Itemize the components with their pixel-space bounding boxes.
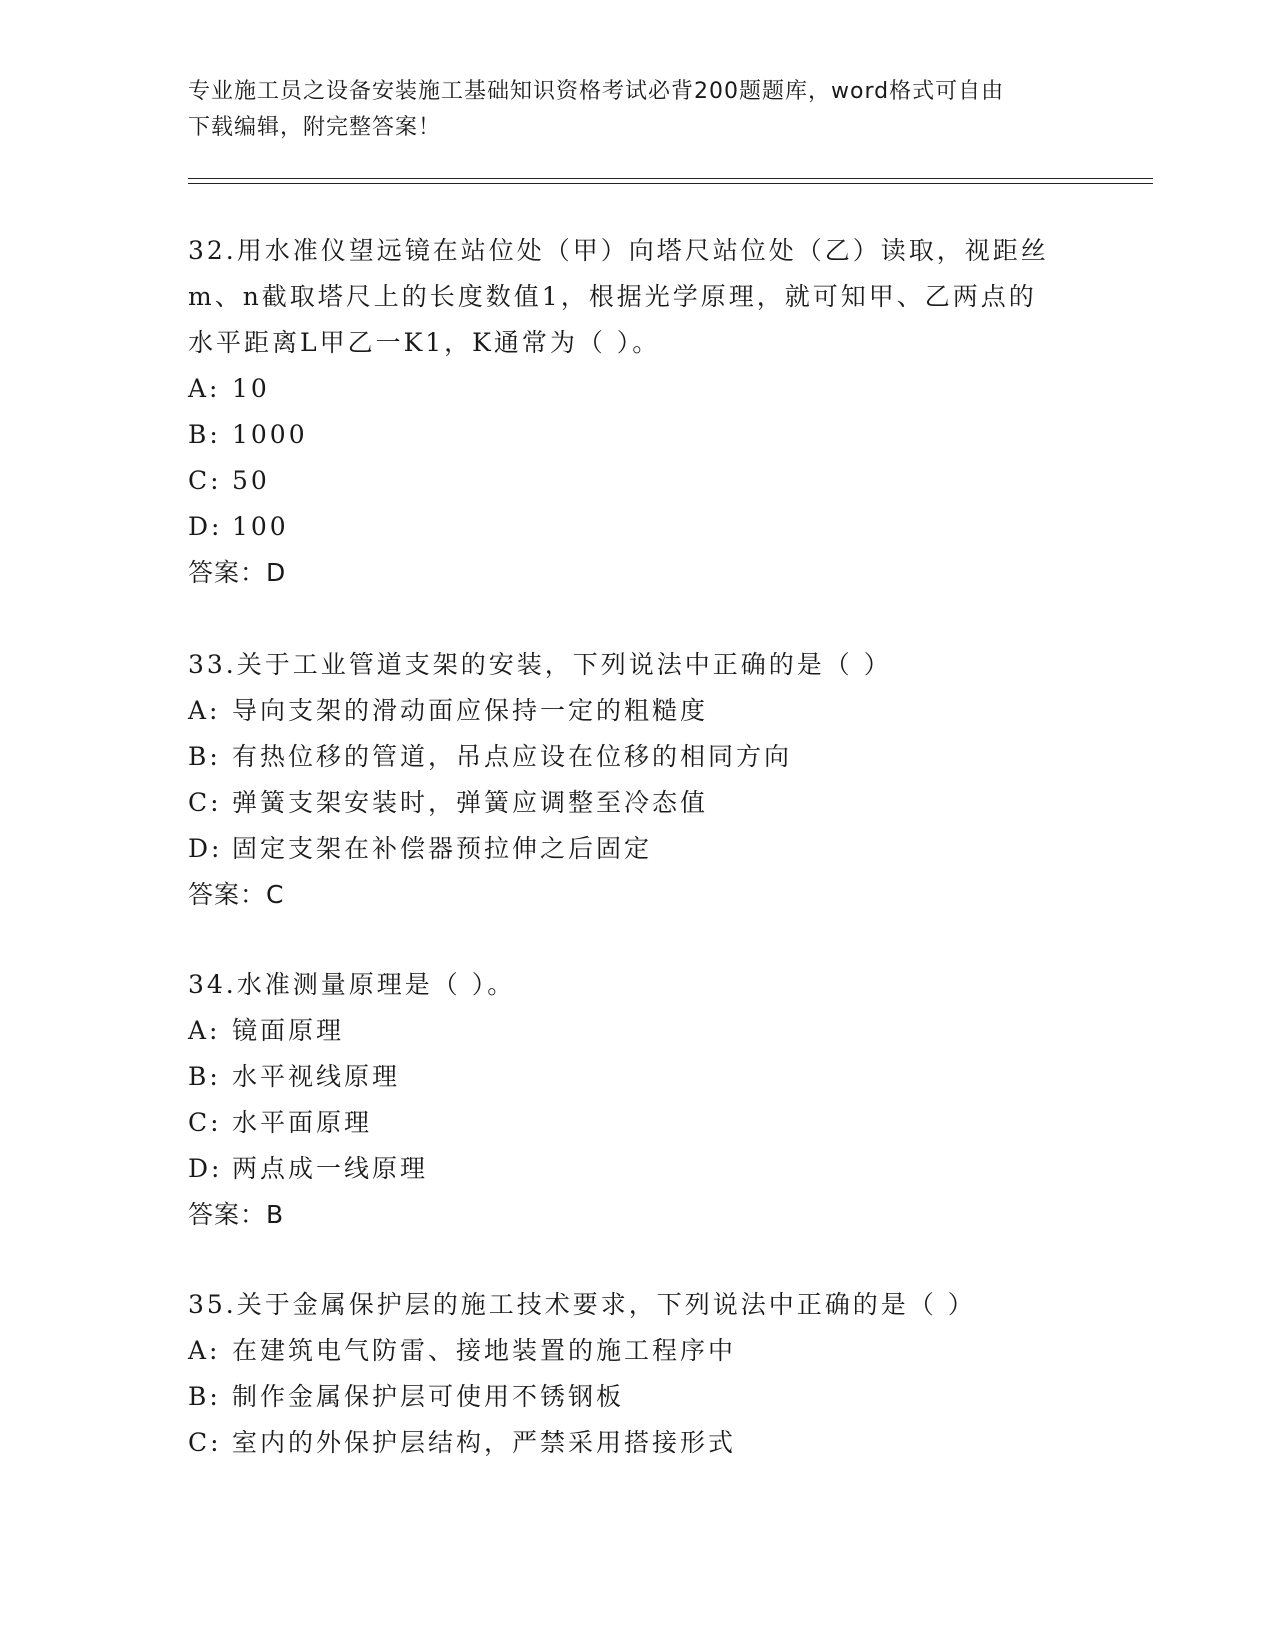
option-text: 1000 bbox=[232, 420, 308, 449]
option-key: C: bbox=[188, 466, 222, 495]
option-b bbox=[188, 1374, 1088, 1420]
option-text: 固定支架在补偿器预拉伸之后固定 bbox=[232, 834, 653, 863]
option-a bbox=[188, 366, 1088, 412]
option-d bbox=[188, 504, 1088, 550]
question-text-line: m、n截取塔尺上的长度数值1，根据光学原理，就可知甲、乙两点的 bbox=[188, 282, 1037, 311]
question-33 bbox=[188, 642, 1088, 918]
option-c bbox=[188, 1420, 1088, 1466]
option-key: B: bbox=[188, 1382, 221, 1411]
header-divider-top bbox=[188, 178, 1153, 179]
header-divider-bottom bbox=[188, 183, 1153, 184]
option-key: C: bbox=[188, 1428, 222, 1457]
answer-line: 答案：D bbox=[188, 558, 287, 587]
option-b bbox=[188, 1054, 1088, 1100]
question-32 bbox=[188, 228, 1088, 596]
option-a bbox=[188, 1008, 1088, 1054]
option-key: A: bbox=[188, 374, 221, 403]
option-key: A: bbox=[188, 1016, 221, 1045]
option-text: 两点成一线原理 bbox=[232, 1154, 429, 1183]
option-key: B: bbox=[188, 1062, 221, 1091]
option-key: D: bbox=[188, 1154, 223, 1183]
option-text: 镜面原理 bbox=[232, 1016, 345, 1045]
option-text: 在建筑电气防雷、接地装置的施工程序中 bbox=[232, 1336, 737, 1365]
option-key: D: bbox=[188, 834, 223, 863]
question-text-line: 34.水准测量原理是（ ）。 bbox=[188, 970, 516, 999]
question-text-line: 32.用水准仪望远镜在站位处（甲）向塔尺站位处（乙）读取，视距丝 bbox=[188, 236, 1049, 265]
option-b bbox=[188, 412, 1088, 458]
option-text: 100 bbox=[232, 512, 289, 541]
question-text-line: 35.关于金属保护层的施工技术要求，下列说法中正确的是（ ） bbox=[188, 1290, 976, 1319]
option-key: B: bbox=[188, 742, 221, 771]
option-a bbox=[188, 1328, 1088, 1374]
question-34 bbox=[188, 962, 1088, 1238]
option-key: B: bbox=[188, 420, 221, 449]
option-text: 弹簧支架安装时，弹簧应调整至冷态值 bbox=[232, 788, 709, 817]
option-a bbox=[188, 688, 1088, 734]
option-c bbox=[188, 458, 1088, 504]
document-header bbox=[188, 74, 1068, 146]
option-text: 10 bbox=[232, 374, 270, 403]
option-text: 50 bbox=[232, 466, 270, 495]
option-text: 水平视线原理 bbox=[232, 1062, 401, 1091]
option-key: C: bbox=[188, 788, 222, 817]
option-c bbox=[188, 780, 1088, 826]
option-d bbox=[188, 826, 1088, 872]
header-line-2: 下载编辑，附完整答案！ bbox=[188, 115, 442, 140]
option-key: A: bbox=[188, 696, 221, 725]
question-text-line: 33.关于工业管道支架的安装，下列说法中正确的是（ ） bbox=[188, 650, 892, 679]
option-key: A: bbox=[188, 1336, 221, 1365]
option-c bbox=[188, 1100, 1088, 1146]
option-text: 室内的外保护层结构，严禁采用搭接形式 bbox=[232, 1428, 737, 1457]
question-text-line: 水平距离L甲乙一K1，K通常为（ ）。 bbox=[188, 328, 661, 357]
option-b bbox=[188, 734, 1088, 780]
option-text: 水平面原理 bbox=[232, 1108, 373, 1137]
answer-line: 答案：C bbox=[188, 880, 285, 909]
option-key: C: bbox=[188, 1108, 222, 1137]
question-35 bbox=[188, 1282, 1088, 1466]
option-d bbox=[188, 1146, 1088, 1192]
option-text: 导向支架的滑动面应保持一定的粗糙度 bbox=[232, 696, 709, 725]
option-text: 有热位移的管道，吊点应设在位移的相同方向 bbox=[232, 742, 793, 771]
option-key: D: bbox=[188, 512, 223, 541]
header-line-1: 专业施工员之设备安装施工基础知识资格考试必背200题题库，word格式可自由 bbox=[188, 79, 1005, 104]
answer-line: 答案：B bbox=[188, 1200, 285, 1229]
option-text: 制作金属保护层可使用不锈钢板 bbox=[232, 1382, 625, 1411]
